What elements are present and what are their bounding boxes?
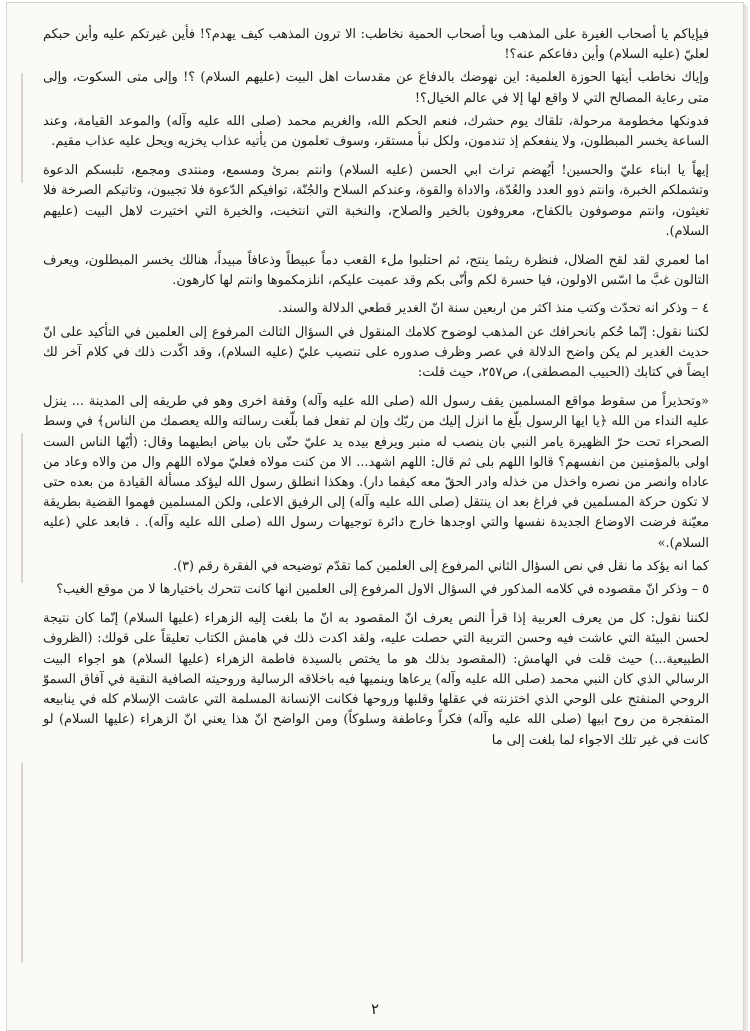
numbered-item-5: ٥ – وذكر انّ مقصوده في كلامه المذكور في السؤال الاول المرفوع إلى العلمين انها كانت تتحرك باختيارها لا من موقع الغيب؟: [56, 582, 709, 598]
scanned-page: [6, 2, 744, 1031]
scan-edge-mark: [21, 433, 23, 583]
paragraph-appeal-to-followers: فيإياكم يا أصحاب الغيرة على المذهب ويا أصحاب الحمية نخاطب: الا ترون المذهب كيف يهدم؟! فأين غيرتكم عليه وأين حبكم لعليّ (عليه السلام) وأين دفاعكم عنه؟!: [43, 27, 709, 63]
page-number: ٢: [370, 1000, 380, 1018]
paragraph-response-4: لكننا نقول: إنّما حُكم بانحرافك عن المذهب لوضوح كلامك المنقول في السؤال الثالث المرفوع إلى العلمين في التأكيد على انّ حديث الغدير لم يكن واضح الدلالة في عصر وظرف صدوره على تنصيب عليّ (عليه السلام)، وقد اكّدت ذلك في كلام آخر لك ايضاً في كتابك (الحبيب المصطفى)، ص٢٥٧، حيث قلت:: [43, 324, 709, 381]
paragraph-confirmation: كما انه يؤكد ما نقل في نص السؤال الثاني المرفوع إلى العلمين كما تقدّم توضيحه في الفقرة رقم (٣).: [173, 558, 709, 574]
paragraph-day-of-judgment: فدونكها مخطومة مرحولة، تلقاك يوم حشرك، فنعم الحكم الله، والغريم محمد (صلى الله عليه وآله) والموعد القيامة، وعند الساعة يخسر المبطلون، ولا ينفعكم إذ تندمون، ولكل نبأ مستقر، وسوف تعلمون من يأتيه عذاب يخزيه ويحل عليه عذاب مقيم.: [43, 113, 709, 150]
document-body: [43, 25, 709, 990]
numbered-item-4: ٤ – وذكر انه تحدّث وكتب منذ اكثر من اربعين سنة انّ الغدير قطعي الدلالة والسند.: [277, 301, 709, 317]
scan-edge-mark: [21, 763, 23, 963]
paragraph-response-5: لكننا نقول: كل من يعرف العربية إذا قرأ النص يعرف انّ المقصود به انّ ما بلغت إليه الزهراء (عليها السلام) إنّما كان نتيجة لحسن البيئة التي عاشت فيه وحسن التربية التي حصلت عليه، ولقد اكدت ذلك في هامش الكتاب تعليقاً على قولك: (الظروف الطبيعية...) حيث قلت في الهامش: (المقصود بذلك هو ما يختص بالسيدة فاطمة الزهراء (عليها السلام) هو اجواء البيت الرسالي الذي كان النبي محمد (صلى الله عليه وآله) يرعاها وينميها فيه باخلاقه الرسالية وروحيته الصافية النقية في آفاق السموّ الروحي المنفتح على الوحي الذي اختزنته في عقلها وقلبها وروحها فكانت الإنسانة المسلمة التي عاشت الإسلام كله في ينابيعه المتفجرة من روح ابيها (صلى الله عليه وآله) فكراً وعاطفة وسلوكاً) ومن الواضح انّ هذا يعني انّ الزهراء (عليها السلام) لو كانت في غير تلك الاجواء لما بلغت إلى ما: [43, 611, 709, 748]
paragraph-misguidance: اما لعمري لقد لقح الضلال، فنظرة ريثما ينتج، ثم احتلبوا ملء القعب دماً عبيطاً وذعافاً مبيداً، هنالك يخسر المبطلون، ويعرف التالون غبَّ ما اسّس الاولون، فيا حسرة لكم وأنّى بكم وقد عميت عليكم، انلزمكموها وانتم لها كارهون.: [43, 253, 709, 289]
paragraph-appeal-to-hawza: وإياك نخاطب أيتها الحوزة العلمية: اين نهوضك بالدفاع عن مقدسات اهل البيت (عليهم السلام) ؟! وإلى متى السكوت، وإلى متى رعاية المصالح التي لا واقع لها إلا في عالم الخيال؟!: [43, 70, 709, 106]
quoted-passage-ghadir: «وتحذيراً من سقوط مواقع المسلمين يقف رسول الله (صلى الله عليه وآله) وقفة اخرى وهو في طريقه إلى المدينة ... ينزل عليه النداء من الله ﴿يا ايها الرسول بلّغ ما انزل إليك من ربّك وإن لم تفعل فما بلّغت رسالته والله يعصمك من الناس﴾ في وسط الصحراء تحت حرّ الظهيرة يامر النبي بان ينصب له منبر ويرفع بيده يد عليّ حتّى بان بياض ابطيهما وقال: (أيّها الناس الست اولى بالمؤمنين من انفسهم؟ قالوا اللهم بلى ثم قال: اللهم اشهد... الا من كنت مولاه فعليّ مولاه اللهم وال من والاه وعاد من عاداه وانصر من نصره واخذل من خذله وادر الحقّ معه كيفما دار). وهكذا انطلق رسول الله ليؤكد مسألة القيادة من بعده حتى لا تكون حركة المسلمين في فراغ بعد ان ينتقل (صلى الله عليه وآله) إلى الرفيق الاعلى، ولكن المسلمين فهموا القضية بطريقة معيّنة فرضت الاوضاع الجديدة نفسها والتي اوجدها خارج دائرة توجيهات رسول الله (صلى الله عليه وآله). . فابعد علي (عليه السلام).»: [43, 394, 709, 551]
paragraph-sons-of-ali: إيهاً يا ابناء عليّ والحسين! أيُهضم تراث ابي الحسن (عليه السلام) وانتم بمرئ ومسمع، ومنتدى ومجمع، تلبسكم الدعوة وتشملكم الخبرة، وانتم ذوو العدد والعُدّة، والاداة والقوة، وعندكم السلاح والجُنّة، توافيكم الدّعوة فلا تجيبون، وتاتيكم الصرخة فلا تغيثون، وانتم موصوفون بالكفاح، معروفون بالخير والصلاح، والنخبة التي انتخبت، والخيرة التي اختيرت لاهل البيت (عليهم السلام).: [43, 163, 709, 239]
scan-edge-mark: [21, 73, 23, 183]
